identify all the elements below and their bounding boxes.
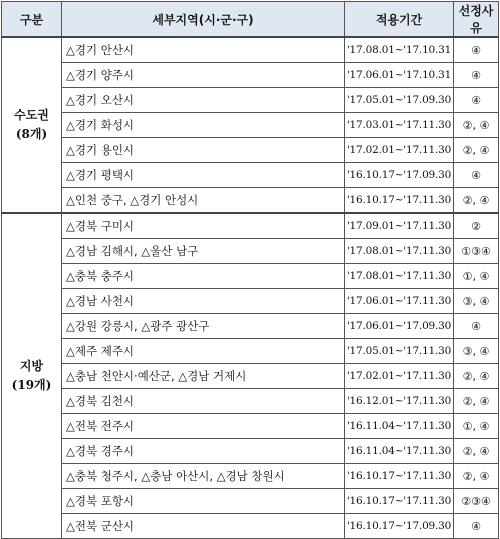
- region-cell: △경기 용인시: [62, 138, 345, 163]
- table-row: [2, 264, 499, 289]
- period-cell: '16.10.17~'17.11.30: [345, 464, 454, 489]
- table-row: [2, 339, 499, 364]
- reason-cell: ④: [454, 88, 499, 113]
- reason-cell: ④: [454, 63, 499, 88]
- reason-cell: ①③④: [454, 239, 499, 264]
- group-count: (19개): [11, 378, 52, 392]
- table-row: [2, 464, 499, 489]
- period-cell: '16.10.17~'17.09.30: [345, 514, 454, 539]
- table-row: [2, 389, 499, 414]
- table-body: [2, 37, 499, 539]
- table-row: [2, 63, 499, 88]
- reason-cell: ②, ④: [454, 138, 499, 163]
- region-cell: △경북 구미시: [62, 213, 345, 239]
- reason-cell: ②, ④: [454, 364, 499, 389]
- region-cell: △경남 김해시, △울산 남구: [62, 239, 345, 264]
- table-row: [2, 163, 499, 188]
- period-cell: '16.10.17~'17.11.30: [345, 188, 454, 214]
- group-cell: [2, 213, 62, 539]
- period-cell: '17.09.01~'17.11.30: [345, 213, 454, 239]
- period-cell: '17.03.01~'17.11.30: [345, 113, 454, 138]
- period-cell: '16.10.17~'17.11.30: [345, 489, 454, 514]
- table-row: [2, 289, 499, 314]
- period-cell: '17.02.01~'17.11.30: [345, 364, 454, 389]
- reason-cell: ①, ④: [454, 264, 499, 289]
- period-cell: '17.08.01~'17.10.31: [345, 37, 454, 63]
- period-cell: '16.11.04~'17.11.30: [345, 414, 454, 439]
- reason-cell: ②, ④: [454, 389, 499, 414]
- reason-cell: ②, ④: [454, 464, 499, 489]
- region-cell: △경남 사천시: [62, 289, 345, 314]
- period-cell: '17.06.01~'17.11.30: [345, 289, 454, 314]
- region-cell: △인천 중구, △경기 안성시: [62, 188, 345, 214]
- table-row: [2, 239, 499, 264]
- period-cell: '17.08.01~'17.11.30: [345, 239, 454, 264]
- table-row: [2, 213, 499, 239]
- region-cell: △경북 김천시: [62, 389, 345, 414]
- group-name: 지방: [19, 359, 44, 373]
- region-cell: △충북 청주시, △충남 아산시, △경남 창원시: [62, 464, 345, 489]
- group-cell: [2, 37, 62, 213]
- table-row: [2, 113, 499, 138]
- reason-cell: ④: [454, 163, 499, 188]
- region-cell: △강원 강릉시, △광주 광산구: [62, 314, 345, 339]
- region-cell: △경북 포항시: [62, 489, 345, 514]
- region-cell: △경기 화성시: [62, 113, 345, 138]
- region-cell: △충북 충주시: [62, 264, 345, 289]
- reason-cell: ③, ④: [454, 339, 499, 364]
- table-row: [2, 489, 499, 514]
- table-row: [2, 314, 499, 339]
- reason-cell: ②: [454, 213, 499, 239]
- period-cell: '17.06.01~'17.10.31: [345, 63, 454, 88]
- header-period: 적용기간: [345, 2, 454, 38]
- reason-cell: ②, ④: [454, 113, 499, 138]
- region-cell: △경기 평택시: [62, 163, 345, 188]
- region-cell: △경북 경주시: [62, 439, 345, 464]
- region-cell: △경기 양주시: [62, 63, 345, 88]
- table-row: [2, 364, 499, 389]
- reason-cell: ②③④: [454, 489, 499, 514]
- period-cell: '17.05.01~'17.11.30: [345, 339, 454, 364]
- period-cell: '17.02.01~'17.11.30: [345, 138, 454, 163]
- reason-cell: ②, ④: [454, 188, 499, 214]
- header-row: [2, 2, 499, 38]
- group-name: 수도권: [14, 108, 49, 122]
- region-cell: △전북 전주시: [62, 414, 345, 439]
- region-cell: △충남 천안시·예산군, △경남 거제시: [62, 364, 345, 389]
- period-cell: '17.05.01~'17.09.30: [345, 88, 454, 113]
- period-cell: '16.12.01~'17.11.30: [345, 389, 454, 414]
- region-cell: △경기 오산시: [62, 88, 345, 113]
- reason-cell: ④: [454, 37, 499, 63]
- reason-cell: ④: [454, 514, 499, 539]
- period-cell: '17.06.01~'17.09.30: [345, 314, 454, 339]
- table-row: [2, 188, 499, 214]
- region-table: [1, 1, 499, 539]
- table-row: [2, 514, 499, 539]
- reason-cell: ①, ④: [454, 414, 499, 439]
- header-category: 구분: [2, 2, 62, 38]
- region-cell: △제주 제주시: [62, 339, 345, 364]
- table-row: [2, 37, 499, 63]
- table-row: [2, 414, 499, 439]
- reason-cell: ③, ④: [454, 289, 499, 314]
- reason-cell: ④: [454, 314, 499, 339]
- table-row: [2, 439, 499, 464]
- period-cell: '16.11.04~'17.11.30: [345, 439, 454, 464]
- table-row: [2, 88, 499, 113]
- period-cell: '17.08.01~'17.11.30: [345, 264, 454, 289]
- header-region: 세부지역(시·군·구): [62, 2, 345, 38]
- reason-cell: ②, ④: [454, 439, 499, 464]
- table-row: [2, 138, 499, 163]
- group-count: (8개): [15, 127, 48, 141]
- period-cell: '16.10.17~'17.09.30: [345, 163, 454, 188]
- region-cell: △경기 안산시: [62, 37, 345, 63]
- header-reason: 선정사유: [454, 2, 499, 38]
- region-cell: △전북 군산시: [62, 514, 345, 539]
